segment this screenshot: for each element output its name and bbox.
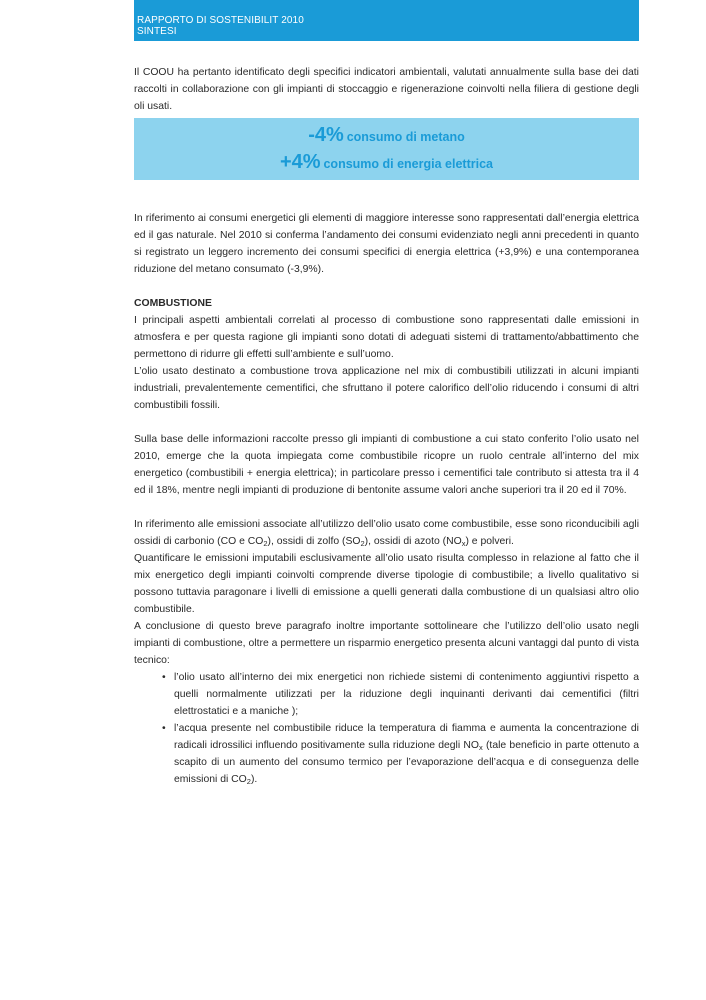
intro-paragraph: Il COOU ha pertanto identificato degli specifici indicatori ambientali, valutati annualmente sulla base dei dati raccolti in collaborazione con gli impianti di stoccaggio e rigenerazione coinvolti nella filiera di gestione degli oli usati. xyxy=(134,67,639,112)
quantification-paragraph: Quantificare le emissioni imputabili esclusivamente all’olio usato risulta complesso in relazione al fatto che il mix energetico degli impianti coinvolti comprende diverse tipologie di combustibile; a livello qualitativo si possono tuttavia paragonare i livelli di emissione a quelli generati dalla combustione di un qualsiasi altro olio combustibile. xyxy=(134,553,639,615)
header-band xyxy=(134,0,639,41)
combustion-paragraph-2: L’olio usato destinato a combustione trova applicazione nel mix di combustibili utilizzati in alcuni impianti industriali, prevalentemente cementifici, che sfruttano il potere calorifico dell’olio riducendo i consumi di altri combustibili fossili. xyxy=(134,366,639,411)
combustion-paragraph-1: I principali aspetti ambientali correlati al processo di combustione sono rappresentati dalle emissioni in atmosfera e per questa ragione gli impianti sono dotati di adeguati sistemi di trattamento/abbattimento che permettono di ridurre gli effetti sull’ambiente e sull’uomo. xyxy=(134,315,639,360)
report-subtitle: SINTESI xyxy=(137,26,177,37)
highlight-box xyxy=(134,118,639,180)
electricity-change-label: consumo di energia elettrica xyxy=(323,157,493,171)
electricity-highlight xyxy=(134,149,639,176)
methane-change-value: -4% xyxy=(308,124,344,146)
emissions-paragraph: In riferimento alle emissioni associate all’utilizzo dell’olio usato come combustibile, esse sono riconducibili agli ossidi di carbonio (CO e $CO_2$), ossidi di zolfo $(SO_2)$, ossidi di azoto $(NO_x)$ e polveri. xyxy=(134,519,639,548)
list-item: • l’olio usato all’interno dei mix energetici non richiede sistemi di contenimento aggiuntivi rispetto a quelli normalmente utilizzati per la riduzione degli inquinanti derivanti dai cementifici (filtri elettrostatici e a maniche ); xyxy=(174,669,639,720)
energy-paragraph: In riferimento ai consumi energetici gli elementi di maggiore interesse sono rappresentati dall’energia elettrica ed il gas naturale. Nel 2010 si conferma l’andamento dei consumi evidenziato negli anni precedenti in quanto si registrato un leggero incremento dei consumi specifici di energia elettrica (+3,9%) e una contemporanea riduzione del metano consumato (-3,9%). xyxy=(134,213,639,275)
methane-change-label: consumo di metano xyxy=(346,130,465,144)
electricity-change-value: +4% xyxy=(280,151,321,173)
combustion-paragraph-3: Sulla base delle informazioni raccolte presso gli impianti di combustione a cui stato conferito l’olio usato nel 2010, emerge che la quota impiegata come combustibile ricopre un ruolo centrale all’interno del mix energetico (combustibili + energia elettrica); in particolare presso i cementifici tale contributo si attesta tra il 4 ed il 18%, mentre negli impianti di produzione di bentonite assume valori anche superiori tra il 20 ed il 70%. xyxy=(134,434,639,496)
conclusion-paragraph: A conclusione di questo breve paragrafo inoltre importante sottolineare che l’utilizzo dell’olio usato negli impianti di combustione, oltre a permettere un risparmio energetico presenta alcuni vantaggi dal punto di vista tecnico: xyxy=(134,621,639,666)
advantages-list xyxy=(134,669,639,788)
page-content xyxy=(134,64,639,788)
combustion-heading: COMBUSTIONE xyxy=(134,298,212,309)
methane-highlight xyxy=(134,122,639,149)
list-item: • l’acqua presente nel combustibile riduce la temperatura di fiamma e aumenta la concentrazione di radicali idrossilici influendo positivamente sulla riduzione degli $NO_x$ (tale beneficio in parte ottenuto a scapito di un aumento del consumo termico per l’evaporazione dell’acqua e di conseguenza delle emissioni di $CO_2$). xyxy=(174,720,639,788)
report-title: RAPPORTO DI SOSTENIBILIT 2010 xyxy=(137,15,304,26)
